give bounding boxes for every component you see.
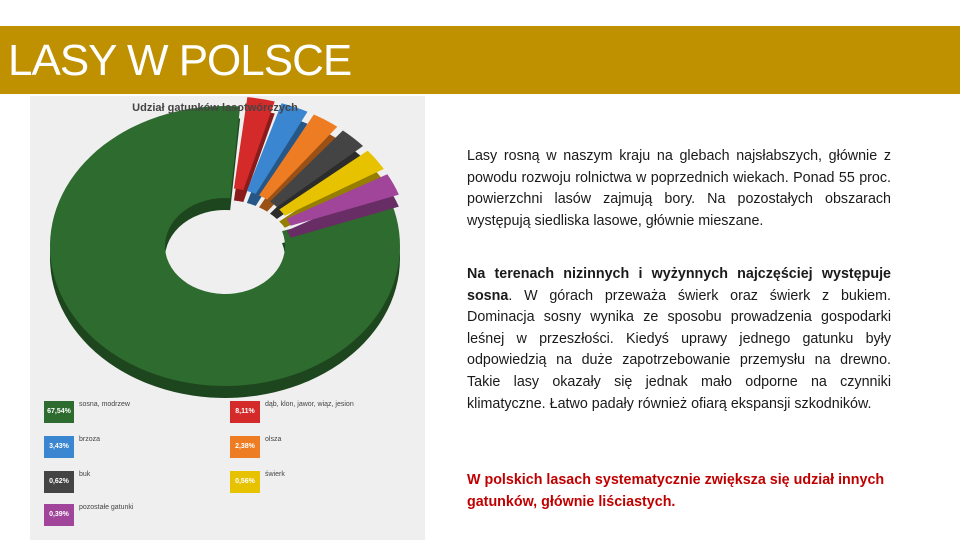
paragraph-2-rest: . W górach przeważa świerk oraz świerk z bukiem. Dominacja sosny wynika ze sposobu prowadzenia gospodarki leśnej w przeszłości. Kiedyś uprawy jednego gatunku były odpowiedzią na duże zapotrzebowanie przemysłu na drewno. Takie lasy okazały się jednak mało odporne na czynniki klimatyczne. Łatwo padały również ofiarą ekspansji szkodników.	[467, 287, 891, 412]
legend-value: 0,56%	[230, 471, 260, 493]
legend-label: dąb, klon, jawor, wiąz, jesion	[265, 401, 354, 408]
legend-label: sosna, modrzew	[79, 401, 130, 408]
legend-label: pozostałe gatunki	[79, 504, 134, 511]
legend-label: świerk	[265, 471, 285, 478]
paragraph-2	[467, 264, 891, 415]
chart-panel	[30, 96, 425, 540]
legend-value: 2,38%	[230, 436, 260, 458]
legend-label: olsza	[265, 436, 282, 443]
legend-value: 67,54%	[44, 401, 74, 423]
legend-value: 0,62%	[44, 471, 74, 493]
legend-value: 0,39%	[44, 504, 74, 526]
paragraph-1: Lasy rosną w naszym kraju na glebach najsłabszych, głównie z powodu rozwoju rolnictwa w poprzednich wiekach. Ponad 55 proc. powierzchni lasów zajmują bory. Na pozostałych obszarach występują siedliska lasowe, głównie mieszane.	[467, 148, 891, 229]
slide-title: LASY W POLSCE	[8, 36, 352, 85]
title-bar	[0, 26, 960, 94]
paragraph-3-highlight: W polskich lasach systematycznie zwiększa się udział innych gatunków, głównie liściastych.	[467, 472, 885, 510]
legend-value: 3,43%	[44, 436, 74, 458]
legend-label: brzoza	[79, 436, 101, 443]
paragraph-2-bold: Na terenach nizinnych i wyżynnych najczęściej występuje sosna	[467, 266, 891, 304]
chart-title: Udział gatunków lasotwórczych	[132, 102, 298, 114]
legend-value: 8,11%	[230, 401, 260, 423]
legend-label: buk	[79, 471, 91, 478]
